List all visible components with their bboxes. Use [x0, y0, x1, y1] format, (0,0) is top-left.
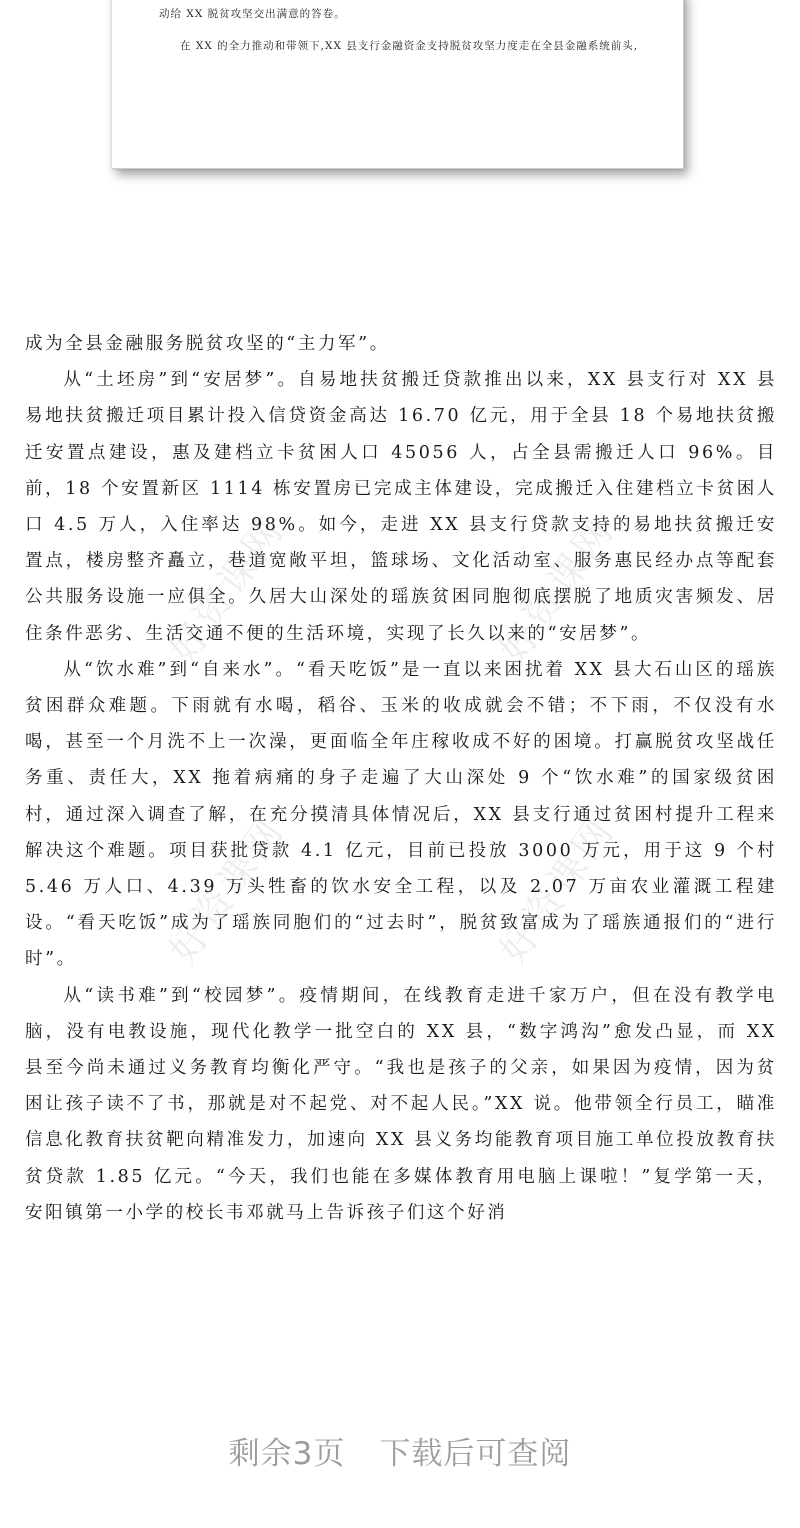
download-hint-label: 下载后可查阅: [379, 1436, 572, 1472]
remaining-pages-label: 剩余3页: [228, 1436, 346, 1472]
watermark: 好资课网: [160, 508, 294, 671]
document-body: [25, 326, 777, 1231]
paragraph-housing: 从“土坯房”到“安居梦”。自易地扶贫搬迁贷款推出以来，XX 县支行对 XX 县易地扶贫搬迁项目累计投入信贷资金高达 16.70 亿元，用于全县 18 个易地扶贫搬迁安置点建设，惠及建档立卡贫困人口 45056 人，占全县需搬迁人口 96%。目前，18 个安置新区 1114 栋安置房已完成主体建设，完成搬迁入住建档立卡贫困人口 4.5 万人，入住率达 98%。如今，走进 XX 县支行贷款支持的易地扶贫搬迁安置点，楼房整齐矗立，巷道宽敞平坦，篮球场、文化活动室、服务惠民经办点等配套公共服务设施一应俱全。久居大山深处的瑶族贫困同胞彻底摆脱了地质灾害频发、居住条件恶劣、生活交通不便的生活环境，实现了长久以来的“安居梦”。: [25, 370, 777, 644]
paragraph-education: 从“读书难”到“校园梦”。疫情期间，在线教育走进千家万户，但在没有教学电脑，没有电教设施，现代化教学一批空白的 XX 县，“数字鸿沟”愈发凸显，而 XX 县至今尚未通过义务教育均衡化严守。“我也是孩子的父亲，如果因为疫情，因为贫困让孩子读不了书，那就是对不起党、对不起人民。”XX 说。他带领全行员工，瞄准信息化教育扶贫靶向精准发力，加速向 XX 县义务均能教育项目施工单位投放教育扶贫贷款 1.85 亿元。“今天，我们也能在多媒体教育用电脑上课啦！”复学第一天，安阳镇第一小学的校长韦邓就马上告诉孩子们这个好消: [25, 985, 777, 1223]
preview-text-line-1: 动给 XX 脱贫攻坚交出满意的答卷。: [159, 8, 346, 20]
watermark: 好资课网: [490, 508, 624, 671]
paragraph-water: 从“饮水难”到“自来水”。“看天吃饭”是一直以来困扰着 XX 县大石山区的瑶族贫困群众难题。下雨就有水喝，稻谷、玉米的收成就会不错；不下雨，不仅没有水喝，甚至一个月洗不上一次澡，更面临全年庄稼收成不好的困境。打赢脱贫攻坚战任务重、责任大，XX 拖着病痛的身子走遍了大山深处 9 个“饮水难”的国家级贫困村，通过深入调查了解，在充分摸清具体情况后，XX 县支行通过贫困村提升工程来解决这个难题。项目获批贷款 4.1 亿元，目前已投放 3000 万元，用于这 9 个村 5.46 万人口、4.39 万头牲畜的饮水安全工程，以及 2.07 万亩农业灌溉工程建设。“看天吃饭”成为了瑶族同胞们的“过去时”，脱贫致富成为了瑶族通报们的“进行时”。: [25, 659, 777, 970]
watermark: 好资课网: [490, 808, 624, 971]
paragraph-continuation: 成为全县金融服务脱贫攻坚的“主力军”。: [25, 334, 390, 354]
preview-text-line-2: 在 XX 的全力推动和带领下,XX 县支行金融资金支持脱贫攻坚力度走在全县金融系统前头,: [180, 40, 639, 52]
remaining-pages-banner[interactable]: [0, 1428, 800, 1473]
previous-page-preview-card: [112, 0, 684, 169]
watermark: 好资课网: [160, 808, 294, 971]
